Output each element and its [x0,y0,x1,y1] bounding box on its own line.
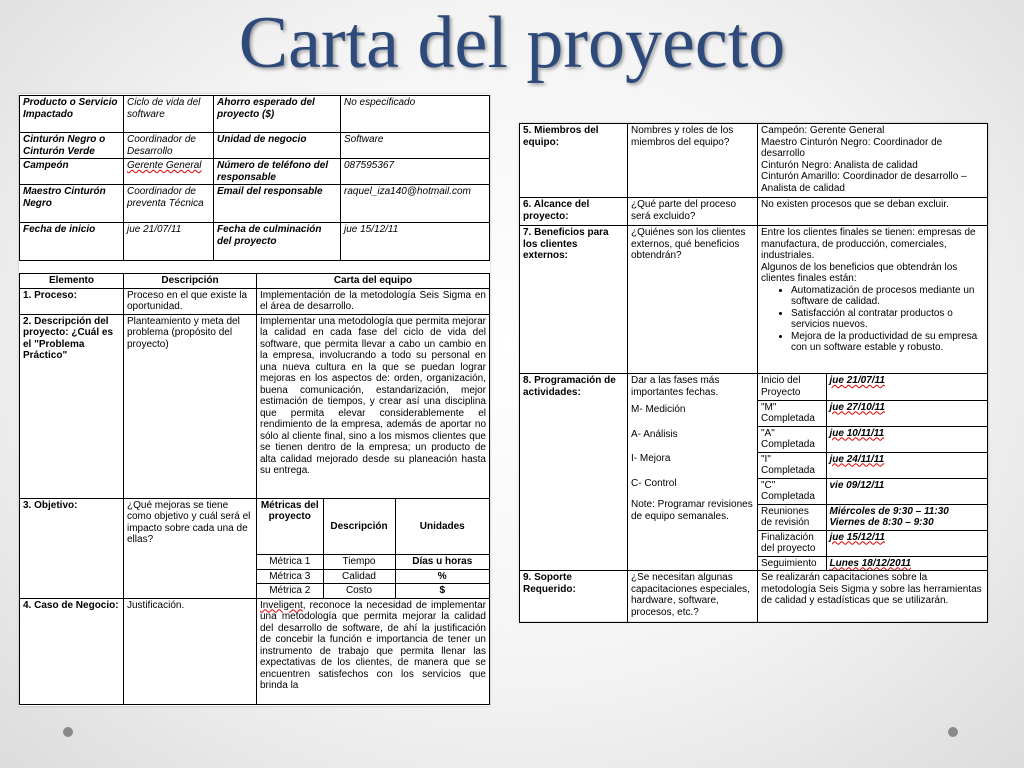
right-document [519,123,988,621]
element-content: Implementar una metodología que permita mejorar la calidad en cada fase del ciclo de vida del software, que permita llevar a cabo un cambio en la empresa, involucrando a todo su personal en una nueva cultura en la que se puedan lograr mejoras en los aspectos de: orden, organización, buena comunicación, estandarización, mejor estimación de tiempos, y crear así una disciplina que permita elevar considerablemente el rendimiento de la empresa, además de aportar no sólo al cliente final, sino a los mismos clientes que se tienen dentro de la empresa; un producto de alta calidad mejorado desde su planeación hasta su entrega. [257,314,490,498]
element-label: 5. Miembros del equipo: [520,124,628,198]
element-content: Implementación de la metodología Seis Sigma en el área de desarrollo. [257,288,490,314]
milestone-date: jue 10/11/11 [826,426,987,452]
info-value: jue 21/07/11 [124,223,214,261]
milestone-date: jue 15/12/11 [826,530,987,556]
phase-control: C- Control [631,477,677,489]
metric-name: Métrica 1 [257,555,323,570]
metrics-header: Descripción [323,499,395,555]
element-description: ¿Qué mejoras se tiene como objetivo y cuál será el impacto sobre cada una de ellas? [124,498,257,598]
milestone-date: Lunes 18/12/2011 [826,556,987,570]
slide-decoration-dot-right [948,727,958,737]
element-label: 2. Descripción del proyecto: ¿Cuál es el "Problema Práctico" [20,314,124,498]
milestone-date: jue 27/10/11 [826,400,987,426]
schedule-table [758,374,987,570]
element-label: 4. Caso de Negocio: [20,598,124,704]
milestone-date: Miércoles de 9:30 – 11:30 Viernes de 8:30 – 9:30 [826,504,987,530]
benefits-list [761,285,984,354]
metric-unit: $ [395,584,489,598]
element-label: 7. Beneficios para los clientes externos: [520,226,628,374]
schedule-note: Dar a las fases más importantes fechas. [631,375,720,398]
metrics-header: Métricas del proyecto [257,499,323,555]
list-item: • Mejora de la productividad de su empresa con un software estable y robusto. [791,331,984,354]
element-label: 8. Programación de actividades: [520,374,628,571]
milestone-date: jue 21/07/11 [826,374,987,400]
info-value: Coordinador de preventa Técnica [124,185,214,223]
milestone-name: "C" Completada [758,478,826,504]
metric-unit: Días u horas [395,555,489,570]
element-description: Justificación. [124,598,257,704]
column-header: Descripción [124,274,257,289]
info-label: Campeón [20,159,124,185]
info-label: Ahorro esperado del proyecto ($) [214,96,341,133]
info-label: Email del responsable [214,185,341,223]
phase-measure: M- Medición [631,404,686,415]
milestone-name: Finalización del proyecto [758,530,826,556]
team-charter-table [19,273,490,705]
element-description: ¿Quiénes son los clientes externos, qué beneficios obtendrán? [628,226,758,374]
phase-analyze: A- Análisis [631,428,678,440]
info-value: Coordinador de Desarrollo [124,133,214,159]
schedule-cell [758,374,988,571]
metric-name: Métrica 3 [257,569,323,584]
element-content [758,226,988,374]
column-header: Carta del equipo [257,274,490,289]
element-content [257,598,490,704]
info-value: No especificado [341,96,490,133]
left-document [19,94,490,706]
slide-decoration-dot-left [63,727,73,737]
info-value: Software [341,133,490,159]
phase-improve: I- Mejora [631,453,671,464]
info-value: jue 15/12/11 [341,223,490,261]
company-name: Inveligent, [260,599,306,611]
element-description: Planteamiento y meta del problema (propósito del proyecto) [124,314,257,498]
element-content: No existen procesos que se deban excluir. [758,198,988,226]
element-description: Proceso en el que existe la oportunidad. [124,288,257,314]
metrics-table [257,499,489,598]
metric-description: Tiempo [323,555,395,570]
info-value: Gerente General [124,159,214,185]
element-label: 1. Proceso: [20,288,124,314]
milestone-name: Reuniones de revisión [758,504,826,530]
element-label: 3. Objetivo: [20,498,124,598]
benefits-intro-2: Algunos de los beneficios que obtendrán los clientes finales están: [761,261,958,284]
milestone-name: "M" Completada [758,400,826,426]
milestone-name: Seguimiento [758,556,826,570]
schedule-review-note: Note: Programar revisiones de equipo semanales. [631,499,753,522]
metrics-header: Unidades [395,499,489,555]
element-description: ¿Se necesitan algunas capacitaciones especiales, hardware, software, procesos, etc.? [628,571,758,623]
info-label: Producto o Servicio Impactado [20,96,124,133]
info-label: Número de teléfono del responsable [214,159,341,185]
milestone-name: "I" Completada [758,452,826,478]
milestone-name: "A" Completada [758,426,826,452]
element-description: Nombres y roles de los miembros del equipo? [628,124,758,198]
benefits-intro: Entre los clientes finales se tienen: empresas de manufactura, de producción, comerciales, industriales. [761,227,976,261]
info-label: Fecha de inicio [20,223,124,261]
slide-title: Carta del proyecto [238,2,786,84]
info-value: Ciclo de vida del software [124,96,214,133]
project-info-table [19,95,490,261]
element-label: 9. Soporte Requerido: [520,571,628,623]
element-description: ¿Qué parte del proceso será excluido? [628,198,758,226]
milestone-date: vie 09/12/11 [826,478,987,504]
metric-description: Calidad [323,569,395,584]
column-header: Elemento [20,274,124,289]
list-item: • Automatización de procesos mediante un software de calidad. [791,285,984,308]
info-label: Cinturón Negro o Cinturón Verde [20,133,124,159]
list-item: • Satisfacción al contratar productos o servicios nuevos. [791,308,984,331]
element-label: 6. Alcance del proyecto: [520,198,628,226]
info-value: 087595367 [341,159,490,185]
metric-name: Métrica 2 [257,584,323,598]
metric-description: Costo [323,584,395,598]
info-label: Maestro Cinturón Negro [20,185,124,223]
element-description [628,374,758,571]
milestone-date: jue 24/11/11 [826,452,987,478]
info-label: Unidad de negocio [214,133,341,159]
metric-unit: % [395,569,489,584]
milestone-name: Inicio del Proyecto [758,374,826,400]
info-value: raquel_iza140@hotmail.com [341,185,490,223]
business-case-text: reconoce la necesidad de implementar una metodología que permita mejorar la calidad del desarrollo de software, de ahí la justificación de concebir la función e importancia de tener un instrumento de trabajo que permita llenar las expectativas de los clientes, de manera que se encuentren satisfechos con los servicios que brinda la [260,599,486,691]
element-content: Campeón: Gerente General Maestro Cinturón Negro: Coordinador de desarrollo Cinturón Negro: Analista de calidad Cinturón Amarillo: Coordinador de desarrollo – Analista de calidad [758,124,988,198]
team-details-table [519,123,988,623]
metrics-cell [257,498,490,598]
info-label: Fecha de culminación del proyecto [214,223,341,261]
element-content: Se realizarán capacitaciones sobre la metodología Seis Sigma y sobre las herramientas de calidad y estadísticas que se utilizarán. [758,571,988,623]
